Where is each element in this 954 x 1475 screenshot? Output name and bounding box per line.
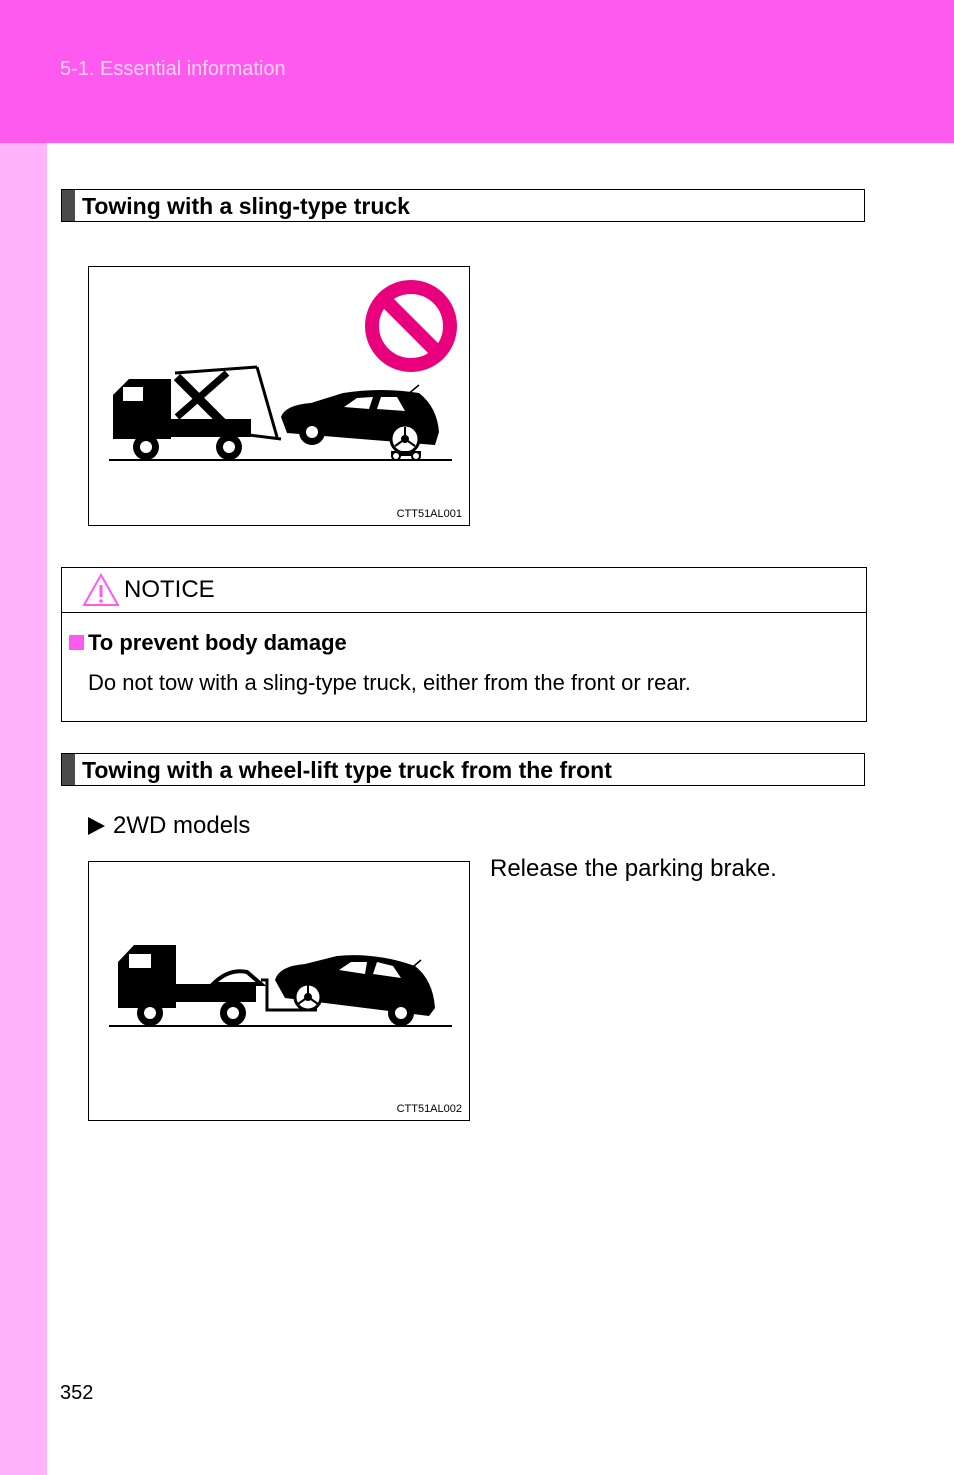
warning-triangle-icon — [82, 573, 120, 607]
wheel-lift-truck-illustration — [89, 862, 469, 1120]
figure-sling-truck — [88, 266, 470, 526]
bullet-square-icon — [69, 635, 84, 650]
arrow-right-icon — [88, 817, 105, 835]
prohibition-icon — [372, 287, 450, 365]
section-title-sling: Towing with a sling-type truck — [82, 193, 410, 219]
notice-box — [61, 567, 867, 722]
figure-code: CTT51AL001 — [396, 508, 462, 520]
figure-code: CTT51AL002 — [396, 1103, 462, 1115]
section-heading-sling — [61, 189, 865, 222]
sling-truck-illustration — [89, 267, 469, 525]
heading-bar — [62, 190, 75, 221]
model-label-text: 2WD models — [113, 812, 251, 839]
section-heading-wheel-lift — [61, 753, 865, 786]
notice-label: NOTICE — [124, 576, 215, 603]
breadcrumb: 5-1. Essential information — [60, 58, 286, 80]
notice-subtitle: To prevent body damage — [88, 630, 347, 655]
section-title-wheel-lift: Towing with a wheel-lift type truck from the front — [82, 757, 612, 783]
figure-wheel-lift-truck — [88, 861, 470, 1121]
notice-header — [62, 568, 866, 613]
heading-bar — [62, 754, 75, 785]
model-label — [88, 812, 250, 840]
notice-body: Do not tow with a sling-type truck, either from the front or rear. — [88, 670, 691, 695]
side-band — [0, 143, 47, 1475]
step-text: Release the parking brake. — [490, 855, 777, 882]
page-number: 352 — [60, 1382, 94, 1404]
